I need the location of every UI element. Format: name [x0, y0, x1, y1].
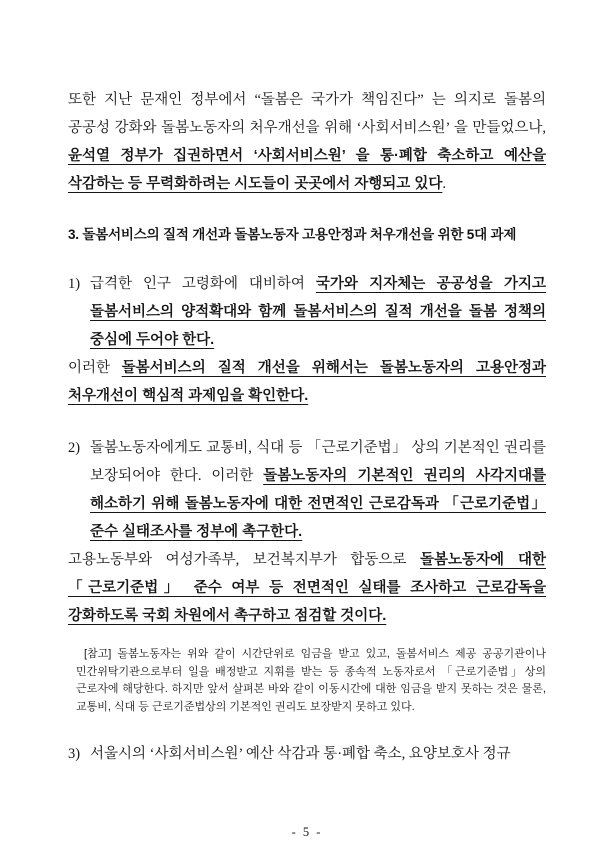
item-1-subparagraph: [68, 354, 546, 410]
text-segment-normal: 이러한: [68, 360, 122, 376]
numbered-item-2: [68, 434, 546, 546]
numbered-item-1: [68, 270, 546, 354]
text-segment-normal: 서울시의 ‘사회서비스원’ 예산 삭감과 통·폐합 축소, 요양보호사 정규: [90, 746, 511, 762]
item-marker-1: 1): [68, 276, 81, 292]
item-2-text: [90, 434, 546, 546]
numbered-item-3: [68, 740, 546, 768]
text-segment-emph: 돌봄서비스의 질적 개선을 위해서는 돌봄노동자의 고용안정과 처우개선이 핵심적 과제임을 확인한다.: [68, 360, 546, 404]
text-segment-normal: .: [442, 176, 446, 192]
text-segment-emph: 돌봄노동자에 대한 「근로기준법」 준수 여부 등 전면적인 실태를 조사하고 근로감독을 강화하도록 국회 차원에서 촉구하고 점검할 것이다.: [68, 552, 546, 624]
text-segment-normal: 고용노동부와 여성가족부, 보건복지부가 합동으로: [68, 552, 420, 568]
page-number: - 5 -: [291, 825, 323, 839]
section-heading: 3. 돌봄서비스의 질적 개선과 돌봄노동자 고용안정과 처우개선을 위한 5대 과제: [68, 227, 517, 242]
item-1-text: [90, 270, 546, 354]
document-content: [68, 86, 546, 768]
item-marker-2: 2): [68, 440, 81, 456]
text-segment-emph: 윤석열 정부가 집권하면서 ‘사회서비스원’ 을 통·폐합 축소하고 예산을 삭감하는 등 무력화하려는 시도들이 곳곳에서 자행되고 있다: [68, 148, 546, 192]
text-segment-emph: 국가와 지자체는 공공성을 가지고 돌봄서비스의 양적확대와 함께 돌봄서비스의 질적 개선을 돌봄 정책의 중심에 두어야 한다.: [90, 276, 546, 348]
text-segment-normal: 또한 지난 문재인 정부에서 “돌봄은 국가가 책임진다” 는 의지로 돌봄의 공공성 강화와 돌봄노동자의 처우개선을 위해 ‘사회서비스원’ 을 만들었으나,: [68, 92, 546, 136]
item-3-text: [90, 740, 546, 768]
item-marker-3: 3): [68, 746, 81, 762]
item-2-subparagraph: [68, 546, 546, 630]
text-segment-normal: 돌봄노동자에게도 교통비, 식대 등 「근로기준법」 상의 기본적인 권리를 보장되어야 한다. 이러한: [90, 440, 546, 484]
paragraph-intro: [68, 86, 546, 198]
text-segment-normal: 급격한 인구 고령화에 대비하여: [90, 276, 316, 292]
text-segment-emph: 돌봄노동자의 기본적인 권리의 사각지대를 해소하기 위해 돌봄노동자에 대한 전면적인 근로감독과 「근로기준법」 준수 실태조사를 정부에 촉구한다.: [90, 468, 546, 540]
reference-note: [참고] 돌봄노동자는 위와 같이 시간단위로 임금을 받고 있고, 돌봄서비스 제공 공공기관이나 민간위탁기관으로부터 일을 배정받고 지휘를 받는 등 종속적 노동자로서 「근로기준법」상의 근로자에 해당한다. 하지만 앞서 살펴본 바와 같이 이동시간에 대한 임금을 받지 못하는 것은 물론, 교통비, 식대 등 근로기준법상의 기본적인 권리도 보장받지 못하고 있다.: [76, 648, 546, 713]
